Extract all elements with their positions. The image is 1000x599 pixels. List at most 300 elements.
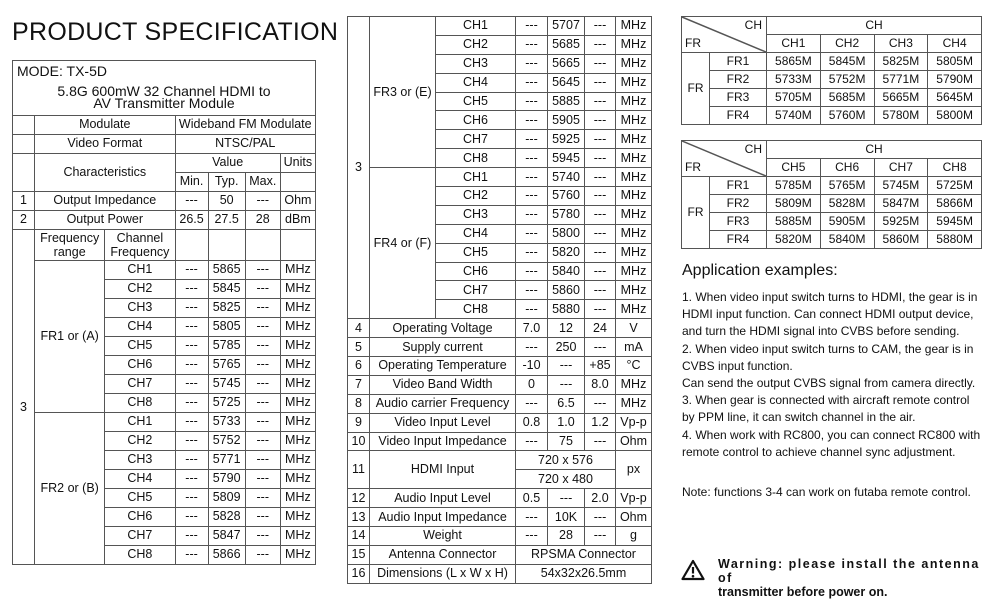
spec-row [348, 413, 652, 432]
max-value: --- [585, 300, 616, 319]
min-value: --- [516, 92, 548, 111]
max-value: --- [585, 262, 616, 281]
max-value: --- [585, 35, 616, 54]
frequency-cell: 5790M [928, 71, 982, 89]
frequency-cell: 5905M [820, 213, 874, 231]
channel-table-ch1-4 [681, 16, 982, 125]
typ-value: 12 [548, 319, 585, 338]
channel-label: CH3 [105, 299, 175, 318]
unit-value: MHz [616, 149, 652, 168]
min-value: --- [516, 338, 548, 357]
corner-header [682, 17, 767, 53]
channel-label: CH1 [436, 168, 516, 187]
channel-label: CH5 [105, 337, 175, 356]
max-value: --- [245, 527, 280, 546]
channel-column-header: CH2 [820, 35, 874, 53]
channel-label: CH6 [105, 356, 175, 375]
frequency-cell: 5780M [874, 107, 928, 125]
unit-value: MHz [280, 413, 315, 432]
max-value: 1.2 [585, 413, 616, 432]
min-value: --- [175, 394, 208, 413]
param-name: HDMI Input [370, 451, 516, 489]
channel-table-row [682, 213, 982, 231]
frequency-cell: 5845M [820, 53, 874, 71]
corner-ch-label: CH [744, 142, 762, 156]
application-list [682, 289, 982, 461]
freq-value: 5785 [208, 337, 245, 356]
frequency-cell: 5705M [767, 89, 821, 107]
min-value: --- [175, 470, 208, 489]
units-header: Units [280, 154, 315, 173]
freq-value: 5866 [208, 546, 245, 565]
max-value: --- [245, 489, 280, 508]
application-item: Can send the output CVBS signal from camera directly. [682, 376, 976, 391]
spec-row [348, 564, 652, 583]
max-value: --- [245, 451, 280, 470]
typ-value: 6.5 [548, 394, 585, 413]
corner-fr-label: FR [685, 36, 701, 51]
max-value: --- [585, 527, 616, 546]
spec-row [348, 489, 652, 508]
spec-row [348, 338, 652, 357]
unit-value: Ohm [616, 432, 652, 451]
max-value: --- [585, 54, 616, 73]
unit-value: MHz [616, 73, 652, 92]
freq-value: 5771 [208, 451, 245, 470]
row-no [13, 135, 35, 154]
param-name: Video Input Level [370, 413, 516, 432]
unit-value: MHz [280, 318, 315, 337]
channel-label: CH6 [105, 508, 175, 527]
min-value: --- [175, 261, 208, 280]
application-item: 3. When gear is connected with aircraft remote control by PPM line, it can switch channel in the air. [682, 393, 970, 425]
frequency-cell: 5745M [874, 177, 928, 195]
param-name: Audio Input Impedance [370, 508, 516, 527]
frequency-cell: 5825M [874, 53, 928, 71]
min-value: --- [175, 280, 208, 299]
freq-value: 5809 [208, 489, 245, 508]
max-value: --- [245, 299, 280, 318]
warning-line-1: Warning: please install the antenna of [718, 557, 980, 585]
channel-row [13, 261, 316, 280]
unit-value: MHz [616, 187, 652, 206]
unit-value: MHz [280, 489, 315, 508]
max-value: --- [585, 149, 616, 168]
hdmi-row [348, 451, 652, 470]
max-value: --- [585, 187, 616, 206]
max-value: --- [585, 394, 616, 413]
channel-row [348, 17, 652, 36]
unit-value: Vp-p [616, 489, 652, 508]
max-value: --- [245, 546, 280, 565]
freq-value: 5845 [208, 280, 245, 299]
unit-value: MHz [280, 375, 315, 394]
resolution-value: 720 x 576 [516, 451, 616, 470]
spec-row [348, 357, 652, 376]
channel-table-ch5-8 [681, 140, 982, 249]
unit-value: MHz [616, 92, 652, 111]
min-value: --- [516, 527, 548, 546]
max-value: --- [245, 356, 280, 375]
frequency-cell: 5820M [767, 231, 821, 249]
channel-column-header: CH3 [874, 35, 928, 53]
row-no: 14 [348, 527, 370, 546]
channel-column-header: CH4 [928, 35, 982, 53]
channel-table-row [682, 89, 982, 107]
param-name: Video Band Width [370, 375, 516, 394]
freq-value: 5860 [548, 281, 585, 300]
application-item: 4. When work with RC800, you can connect RC800 with remote control to achieve channel sync adjustment. [682, 427, 981, 459]
param-name: Audio Input Level [370, 489, 516, 508]
min-value: --- [516, 281, 548, 300]
frequency-cell: 5785M [767, 177, 821, 195]
min-value: --- [516, 17, 548, 36]
max-value: --- [585, 338, 616, 357]
param-name: Weight [370, 527, 516, 546]
min-value: --- [175, 451, 208, 470]
max-value: --- [245, 470, 280, 489]
channel-row [348, 168, 652, 187]
max-value: 24 [585, 319, 616, 338]
unit-value: MHz [616, 281, 652, 300]
max-value: --- [245, 280, 280, 299]
typ-value: 27.5 [208, 211, 245, 230]
freq-value: 5840 [548, 262, 585, 281]
min-header: Min. [175, 173, 208, 192]
typ-value: 250 [548, 338, 585, 357]
min-value: 0 [516, 375, 548, 394]
channel-label: CH4 [436, 73, 516, 92]
min-value: --- [516, 205, 548, 224]
min-value: --- [516, 300, 548, 319]
freq-value: 5745 [208, 375, 245, 394]
channel-label: CH7 [105, 375, 175, 394]
spec-row [348, 432, 652, 451]
frequency-cell: 5725M [928, 177, 982, 195]
spec-row [348, 527, 652, 546]
max-header: Max. [245, 173, 280, 192]
channel-label: CH4 [105, 318, 175, 337]
max-value: --- [245, 192, 280, 211]
param-name: Operating Voltage [370, 319, 516, 338]
min-value: -10 [516, 357, 548, 376]
frequency-cell: 5645M [928, 89, 982, 107]
typ-header: Typ. [208, 173, 245, 192]
min-value: --- [516, 149, 548, 168]
frequency-cell: 5760M [820, 107, 874, 125]
freq-value: 5925 [548, 130, 585, 149]
typ-value: 28 [548, 527, 585, 546]
freq-value: 5733 [208, 413, 245, 432]
unit-value: MHz [616, 375, 652, 394]
frequency-cell: 5800M [928, 107, 982, 125]
frequency-cell: 5733M [767, 71, 821, 89]
typ-value: --- [548, 357, 585, 376]
application-item: 1. When video input switch turns to HDMI, the gear is in HDMI input function. Can connect HDMI output device, and turn the HDMI signal into CVBS before sending. [682, 290, 978, 339]
channel-frequency-header: Channel Frequency [105, 230, 175, 261]
frequency-cell: 5828M [820, 195, 874, 213]
min-value: 0.5 [516, 489, 548, 508]
modulate-label: Modulate [35, 116, 175, 135]
frequency-cell: 5885M [767, 213, 821, 231]
channel-label: CH5 [105, 489, 175, 508]
unit-value: MHz [616, 168, 652, 187]
min-value: --- [175, 318, 208, 337]
frequency-cell: 5847M [874, 195, 928, 213]
unit-value: Ohm [280, 192, 315, 211]
fr-label: FR2 [710, 71, 767, 89]
fr-label: FR3 [710, 213, 767, 231]
freq-value: 5707 [548, 17, 585, 36]
channel-label: CH2 [105, 432, 175, 451]
row-no [13, 154, 35, 192]
row-no: 1 [13, 192, 35, 211]
row-no: 16 [348, 564, 370, 583]
channel-column-header: CH6 [820, 159, 874, 177]
row-no: 6 [348, 357, 370, 376]
spec-row [348, 545, 652, 564]
row-no: 15 [348, 545, 370, 564]
min-value: --- [175, 508, 208, 527]
max-value: --- [245, 261, 280, 280]
channel-label: CH5 [436, 92, 516, 111]
freq-value: 5880 [548, 300, 585, 319]
max-value: --- [245, 337, 280, 356]
min-value: --- [516, 243, 548, 262]
max-value: --- [585, 243, 616, 262]
unit-value: MHz [616, 300, 652, 319]
band-name: FR4 or (F) [370, 168, 436, 319]
unit-value: MHz [280, 356, 315, 375]
freq-value: 5820 [548, 243, 585, 262]
freq-value: 5847 [208, 527, 245, 546]
typ-value: --- [548, 489, 585, 508]
min-value: --- [516, 73, 548, 92]
min-value: --- [175, 489, 208, 508]
fr-label: FR1 [710, 177, 767, 195]
product-description [13, 81, 316, 116]
ch-group-header: CH [767, 141, 982, 159]
frequency-cell: 5809M [767, 195, 821, 213]
channel-table-row [682, 71, 982, 89]
empty [208, 230, 245, 261]
channel-label: CH6 [436, 262, 516, 281]
unit-value: mA [616, 338, 652, 357]
unit-value: MHz [616, 35, 652, 54]
freq-value: 5885 [548, 92, 585, 111]
unit-value: MHz [280, 508, 315, 527]
frequency-cell: 5771M [874, 71, 928, 89]
max-value: --- [245, 318, 280, 337]
fr-label: FR4 [710, 107, 767, 125]
spec-row [348, 375, 652, 394]
channel-column-header: CH5 [767, 159, 821, 177]
unit-value: MHz [280, 470, 315, 489]
fr-label: FR3 [710, 89, 767, 107]
frequency-cell: 5765M [820, 177, 874, 195]
freq-value: 5828 [208, 508, 245, 527]
freq-value: 5752 [208, 432, 245, 451]
channel-table-row [682, 53, 982, 71]
param-name: Antenna Connector [370, 545, 516, 564]
empty [245, 230, 280, 261]
value-header: Value [175, 154, 280, 173]
channel-label: CH6 [436, 111, 516, 130]
unit-value: MHz [280, 337, 315, 356]
min-value: --- [516, 224, 548, 243]
param-name: Audio carrier Frequency [370, 394, 516, 413]
min-value: --- [175, 527, 208, 546]
unit-value: MHz [616, 54, 652, 73]
max-value: --- [585, 205, 616, 224]
row-no: 13 [348, 508, 370, 527]
dimensions-value: 54x32x26.5mm [516, 564, 652, 583]
row-no: 9 [348, 413, 370, 432]
warning-line-2: transmitter before power on. [718, 585, 888, 599]
unit-value: MHz [280, 451, 315, 470]
channel-column-header: CH7 [874, 159, 928, 177]
unit-value: MHz [280, 261, 315, 280]
row-no: 5 [348, 338, 370, 357]
frequency-cell: 5805M [928, 53, 982, 71]
freq-value: 5790 [208, 470, 245, 489]
freq-value: 5825 [208, 299, 245, 318]
row-no: 2 [13, 211, 35, 230]
row-no: 10 [348, 432, 370, 451]
min-value: --- [516, 130, 548, 149]
freq-value: 5780 [548, 205, 585, 224]
min-value: --- [516, 168, 548, 187]
freq-value: 5945 [548, 149, 585, 168]
unit-value: MHz [616, 262, 652, 281]
spec-row [13, 192, 316, 211]
max-value: 28 [245, 211, 280, 230]
max-value: --- [585, 224, 616, 243]
row-no: 8 [348, 394, 370, 413]
spec-row [348, 394, 652, 413]
max-value: --- [585, 130, 616, 149]
max-value: --- [585, 92, 616, 111]
band-name: FR2 or (B) [35, 413, 105, 565]
max-value: --- [585, 432, 616, 451]
max-value: --- [245, 394, 280, 413]
unit-value: °C [616, 357, 652, 376]
unit-value: px [616, 451, 652, 489]
ch-group-header: CH [767, 17, 982, 35]
unit-value: V [616, 319, 652, 338]
application-note: Note: functions 3-4 can work on futaba remote control. [682, 485, 971, 499]
band-name: FR3 or (E) [370, 17, 436, 168]
application-title: Application examples: [682, 262, 838, 279]
empty [175, 230, 208, 261]
min-value: --- [175, 299, 208, 318]
channel-label: CH3 [436, 205, 516, 224]
unit-value: MHz [616, 243, 652, 262]
channel-label: CH8 [105, 546, 175, 565]
channel-label: CH7 [436, 130, 516, 149]
unit-value: MHz [280, 299, 315, 318]
param-name: Video Input Impedance [370, 432, 516, 451]
row-no: 12 [348, 489, 370, 508]
frequency-cell: 5840M [820, 231, 874, 249]
channel-label: CH1 [105, 261, 175, 280]
row-no: 11 [348, 451, 370, 489]
unit-value: MHz [280, 432, 315, 451]
min-value: --- [516, 262, 548, 281]
unit-value: MHz [616, 224, 652, 243]
param-name: Supply current [370, 338, 516, 357]
channel-label: CH7 [436, 281, 516, 300]
unit-value: MHz [616, 394, 652, 413]
warning-triangle-icon [681, 559, 705, 581]
typ-value: --- [548, 375, 585, 394]
min-value: --- [175, 413, 208, 432]
max-value: --- [245, 413, 280, 432]
frequency-cell: 5860M [874, 231, 928, 249]
param-name: Output Power [35, 211, 175, 230]
min-value: 7.0 [516, 319, 548, 338]
unit-value: Vp-p [616, 413, 652, 432]
description-line-1: 5.8G 600mW 32 Channel HDMI to [57, 83, 271, 99]
spec-table-middle [347, 16, 652, 584]
min-value: 0.8 [516, 413, 548, 432]
frequency-cell: 5752M [820, 71, 874, 89]
channel-label: CH4 [436, 224, 516, 243]
unit-value: dBm [280, 211, 315, 230]
channel-column-header: CH1 [767, 35, 821, 53]
corner-fr-label: FR [685, 160, 701, 175]
corner-ch-label: CH [744, 18, 762, 32]
min-value: --- [175, 337, 208, 356]
unit-value: MHz [616, 205, 652, 224]
row-no: 3 [13, 230, 35, 565]
freq-value: 5645 [548, 73, 585, 92]
row-no: 7 [348, 375, 370, 394]
param-name: Dimensions (L x W x H) [370, 564, 516, 583]
video-format-label: Video Format [35, 135, 175, 154]
channel-table-row [682, 231, 982, 249]
channel-label: CH1 [105, 413, 175, 432]
channel-label: CH7 [105, 527, 175, 546]
max-value: 8.0 [585, 375, 616, 394]
freq-value: 5865 [208, 261, 245, 280]
min-value: --- [516, 508, 548, 527]
min-value: --- [175, 546, 208, 565]
fr-label: FR1 [710, 53, 767, 71]
param-name: Output Impedance [35, 192, 175, 211]
freq-header-row [13, 230, 316, 261]
unit-value: MHz [280, 394, 315, 413]
unit-value: MHz [616, 130, 652, 149]
typ-value: 1.0 [548, 413, 585, 432]
spec-row [13, 211, 316, 230]
freq-value: 5800 [548, 224, 585, 243]
freq-value: 5740 [548, 168, 585, 187]
min-value: --- [175, 432, 208, 451]
antenna-value: RPSMA Connector [516, 545, 652, 564]
video-format-value: NTSC/PAL [175, 135, 316, 154]
min-value: --- [516, 111, 548, 130]
min-value: --- [516, 394, 548, 413]
empty [280, 230, 315, 261]
channel-label: CH2 [436, 187, 516, 206]
max-value: --- [585, 281, 616, 300]
typ-value: 50 [208, 192, 245, 211]
frequency-cell: 5945M [928, 213, 982, 231]
unit-value: g [616, 527, 652, 546]
freq-value: 5725 [208, 394, 245, 413]
freq-value: 5685 [548, 35, 585, 54]
